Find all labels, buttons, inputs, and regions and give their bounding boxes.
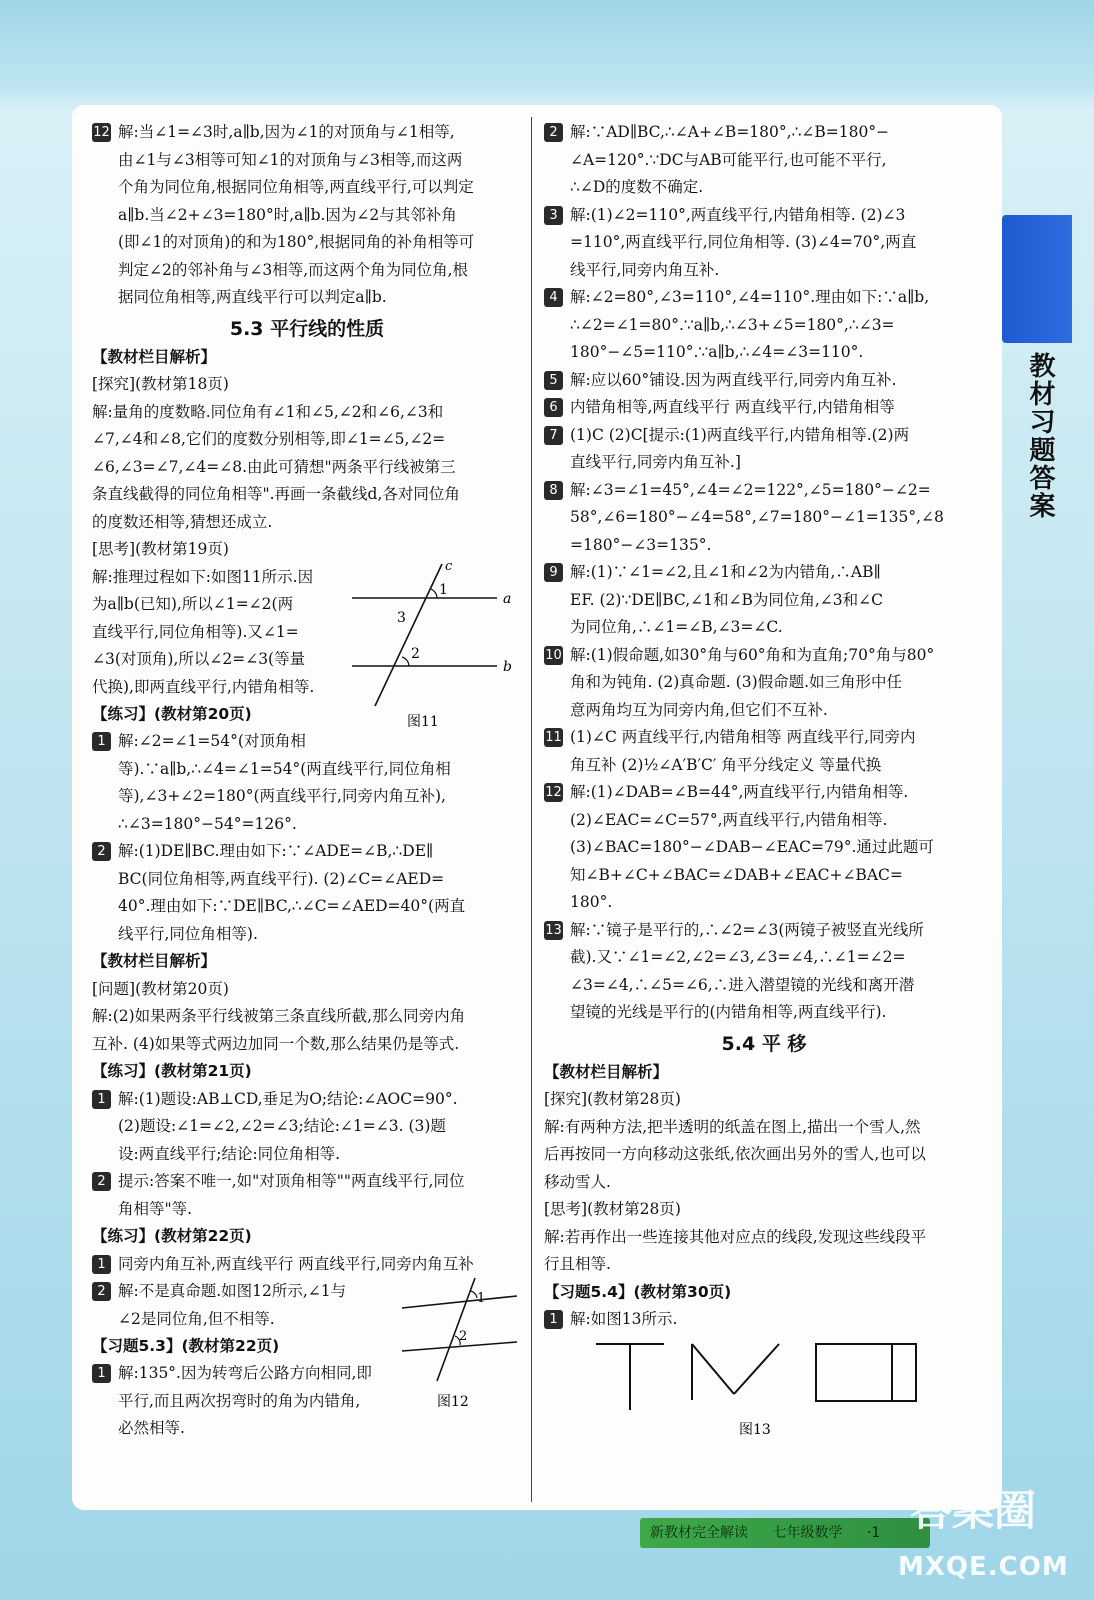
text-line: 互补. (4)如果等式两边加同一个数,那么结果仍是等式. (92, 1034, 460, 1053)
text-line: ∠7,∠4和∠8,它们的度数分别相等,即∠1=∠5,∠2= (92, 430, 446, 448)
text-line: 58°,∠6=180°−∠4=58°,∠7=180°−∠1=135°,∠8 (570, 508, 944, 526)
text-line: =180°−∠3=135°. (570, 535, 712, 554)
text-line: 解:(1)题设:AB⊥CD,垂足为O;结论:∠AOC=90°. (118, 1089, 458, 1108)
text-line: 解:应以60°铺设.因为两直线平行,同旁内角互补. (570, 370, 897, 389)
line-top (402, 1296, 517, 1308)
watermark-url: MXQE.COM (898, 1552, 1069, 1582)
footer-grade: 七年级数学 (772, 1525, 843, 1541)
answer-item (92, 119, 522, 312)
number-badge: 12 (545, 785, 562, 800)
heading: 【练习】(教材第20页) (92, 704, 252, 723)
text-line: ∴∠2=∠1=80°.∵a∥b,∴∠3+∠5=180°,∴∠3= (570, 315, 895, 334)
text-line: 等).∵a∥b,∴∠4=∠1=54°(两直线平行,同位角相 (118, 759, 451, 778)
subheading: [思考](教材第28页) (544, 1200, 681, 1218)
text-line: =110°,两直线平行,同位角相等. (3)∠4=70°,两直 (570, 233, 917, 251)
number-badge: 5 (544, 371, 563, 390)
subheading: [思考](教材第19页) (92, 540, 229, 558)
text-line: 解:推理过程如下:如图11所示.因 (92, 567, 314, 586)
answer-item (544, 1306, 984, 1334)
heading: 【教材栏目解析】 (92, 347, 217, 366)
text-line: 设:两直线平行;结论:同位角相等. (118, 1144, 341, 1163)
number-badge: 4 (544, 288, 563, 307)
text-line: 知∠B+∠C+∠BAC=∠DAB+∠EAC+∠BAC= (570, 865, 903, 884)
angle-1: 1 (439, 581, 448, 598)
angle-3: 3 (397, 609, 406, 626)
number-badge: 2 (544, 123, 563, 142)
number-badge: 1 (92, 1090, 111, 1109)
angle-1: 1 (477, 1291, 486, 1306)
text-line: (2)题设:∠1=∠2,∠2=∠3;结论:∠1=∠3. (3)题 (118, 1117, 446, 1135)
m-diag2 (734, 1344, 779, 1394)
angle-2: 2 (411, 645, 420, 662)
paragraph (544, 1224, 984, 1279)
text-line: 解:量角的度数略.同位角有∠1和∠5,∠2和∠6,∠3和 (92, 402, 444, 421)
text-line: 后再按同一方向移动这张纸,依次画出另外的雪人,也可以 (544, 1145, 926, 1163)
text-line: 40°.理由如下:∵DE∥BC,∴∠C=∠AED=40°(两直 (118, 897, 466, 915)
text-line: 同旁内角互补,两直线平行 两直线平行,同旁内角互补 (118, 1254, 474, 1273)
heading: 【教材栏目解析】 (92, 952, 217, 970)
text-line: 180°. (570, 893, 613, 911)
label-c: c (445, 558, 453, 574)
number-badge: 8 (544, 481, 563, 500)
answer-item (544, 202, 984, 285)
text-line: 的度数还相等,猜想还成立. (92, 512, 273, 531)
number-badge: 7 (544, 426, 563, 445)
number-badge: 2 (92, 1172, 111, 1191)
text-line: 等),∠3+∠2=180°(两直线平行,同旁内角互补), (118, 787, 446, 805)
text-line: 提示:答案不唯一,如"对顶角相等""两直线平行,同位 (118, 1172, 465, 1190)
text-line: (2)∠EAC=∠C=57°,两直线平行,内错角相等. (570, 810, 888, 829)
text-line: 解:有两种方法,把半透明的纸盖在图上,描出一个雪人,然 (544, 1117, 921, 1136)
text-line: 为同位角,∴∠1=∠B,∠3=∠C. (570, 618, 783, 636)
left-column (92, 105, 522, 1443)
text-line: 解:∵镜子是平行的,∴∠2=∠3(两镜子被竖直光线所 (570, 920, 924, 939)
heading: 【习题5.4】(教材第30页) (544, 1282, 732, 1301)
number-badge: 12 (93, 125, 110, 140)
text-line: 解:(1)∵∠1=∠2,且∠1和∠2为内错角,∴AB∥ (570, 563, 881, 581)
line-c (375, 564, 442, 706)
footer-bar (640, 1518, 930, 1548)
text-line: 线平行,同位角相等). (118, 924, 258, 943)
figure-12-block (92, 1278, 522, 1443)
text-line: 解:135°.因为转弯后公路方向相同,即 (118, 1364, 372, 1382)
figure-caption: 图11 (407, 713, 439, 730)
side-tab-label: 教材习题答案 (1025, 352, 1055, 520)
subheading: [探究](教材第18页) (92, 375, 229, 393)
figure-12 (397, 1276, 522, 1426)
rect-box (816, 1344, 916, 1401)
paragraph (544, 1114, 984, 1197)
answer-item (92, 1278, 403, 1333)
number-badge: 10 (545, 647, 562, 663)
answer-item (544, 367, 984, 395)
text-line: (1)∠C 两直线平行,内错角相等 两直线平行,同旁内 (570, 728, 916, 746)
text-line: 解:∵AD∥BC,∴∠A+∠B=180°,∴∠B=180°− (570, 123, 890, 141)
text-line: 个角为同位角,根据同位角相等,两直线平行,可以判定 (118, 178, 474, 196)
text-line: ∠6,∠3=∠7,∠4=∠8.由此可猜想"两条平行线被第三 (92, 457, 456, 476)
text-line: 解:(1)假命题,如30°角与60°角和为直角;70°角与80° (570, 645, 935, 664)
text-line: EF. (2)∵DE∥BC,∠1和∠B为同位角,∠3和∠C (570, 590, 883, 609)
text-line: 解:不是真命题.如图12所示,∠1与 (118, 1282, 347, 1300)
side-tab (1002, 215, 1072, 343)
answer-item (92, 838, 522, 948)
answer-item (544, 559, 984, 642)
answer-item (92, 1086, 522, 1169)
page (72, 105, 1002, 1510)
text-line: (1)C (2)C[提示:(1)两直线平行,内错角相等.(2)两 (570, 425, 910, 444)
number-badge: 1 (544, 1310, 563, 1329)
text-line: 由∠1与∠3相等可知∠1的对顶角与∠3相等,而这两 (118, 150, 463, 169)
text-line: 解:(1)∠DAB=∠B=44°,两直线平行,内错角相等. (570, 783, 909, 801)
text-line: 解:∠3=∠1=45°,∠4=∠2=122°,∠5=180°−∠2= (570, 480, 931, 499)
column-divider (531, 117, 532, 1502)
number-badge: 9 (544, 563, 563, 582)
answer-item (544, 477, 984, 560)
text-line: (即∠1的对顶角)的和为180°,根据同角的补角相等可 (118, 233, 475, 251)
text-line: 解:(2)如果两条平行线被第三条直线所截,那么同旁内角 (92, 1007, 466, 1025)
paragraph (92, 399, 522, 537)
text-line: 内错角相等,两直线平行 两直线平行,内错角相等 (570, 398, 895, 416)
figure-13 (544, 1334, 984, 1444)
text-line: 解:∠2=80°,∠3=110°,∠4=110°.理由如下:∵a∥b, (570, 288, 930, 306)
answer-item (544, 284, 984, 367)
number-badge: 11 (545, 730, 562, 745)
subheading: [问题](教材第20页) (92, 979, 229, 998)
paragraph (92, 1003, 522, 1058)
answer-item (544, 119, 984, 202)
text-line: 角互补 (2)½∠A′B′C′ 角平分线定义 等量代换 (570, 755, 882, 774)
angle-2: 2 (459, 1329, 468, 1344)
text-line: 平行,而且两次拐弯时的角为内错角, (118, 1391, 361, 1410)
number-badge: 1 (92, 1255, 111, 1274)
text-line: 移动雪人. (544, 1172, 611, 1191)
answer-item (544, 724, 984, 779)
text-line: ∠A=120°.∵DC与AB可能平行,也可能不平行, (570, 150, 887, 169)
answer-item (92, 1360, 418, 1443)
text-line: 必然相等. (118, 1419, 185, 1437)
answer-item (544, 917, 984, 1027)
text-line: 解:∠2=∠1=54°(对顶角相 (118, 732, 306, 750)
text-line: 解:若再作出一些连接其他对应点的线段,发现这些线段平 (544, 1227, 927, 1246)
text-line: 解:如图13所示. (570, 1310, 678, 1328)
text-line: 据同位角相等,两直线平行可以判定a∥b. (118, 288, 387, 306)
answer-item (92, 1251, 522, 1279)
number-badge: 6 (544, 398, 563, 417)
text-line: ∠3(对顶角),所以∠2=∠3(等量 (92, 650, 306, 668)
text-line: 条直线截得的同位角相等".再画一条截线d,各对同位角 (92, 485, 460, 503)
text-line: ∴∠D的度数不确定. (570, 178, 704, 196)
figure-caption: 图13 (739, 1421, 771, 1438)
text-line: 解:(1)∠2=110°,两直线平行,内错角相等. (2)∠3 (570, 205, 906, 224)
watermark-logo: 答案圈 (910, 1486, 1037, 1535)
figure-11 (347, 556, 517, 736)
answer-item (92, 728, 522, 838)
text-line: 线平行,同旁内角互补. (570, 260, 720, 279)
text-line: 判定∠2的邻补角与∠3相等,而这两个角为同位角,根 (118, 260, 469, 279)
text-line: 角和为钝角. (2)真命题. (3)假命题.如三角形中任 (570, 673, 903, 691)
label-b: b (503, 658, 512, 675)
right-column (544, 105, 984, 1453)
number-badge: 2 (92, 842, 111, 861)
text-line: ∠2是同位角,但不相等. (118, 1309, 275, 1328)
answer-item (544, 779, 984, 917)
text-line: 直线平行,同旁内角互补.] (570, 453, 741, 471)
text-line: 意两角均互为同旁内角,但它们不互补. (570, 700, 828, 719)
text-line: 解:(1)DE∥BC.理由如下:∵∠ADE=∠B,∴DE∥ (118, 842, 434, 860)
subheading: [探究](教材第28页) (544, 1090, 681, 1108)
heading: 【教材栏目解析】 (544, 1062, 669, 1081)
number-badge: 3 (544, 206, 563, 225)
footer-page: ·1 (866, 1525, 881, 1541)
text-line: a∥b.当∠2+∠3=180°时,a∥b.因为∠2与其邻补角 (118, 205, 457, 224)
section-title: 5.4 平 移 (721, 1032, 807, 1055)
number-badge: 13 (545, 922, 562, 938)
m-diag1 (692, 1344, 734, 1394)
item-text (118, 119, 522, 312)
number-badge: 1 (92, 732, 111, 751)
figure-caption: 图12 (437, 1394, 469, 1410)
text-line: 解:当∠1=∠3时,a∥b,因为∠1的对顶角与∠1相等, (118, 123, 455, 141)
answer-item (544, 642, 984, 725)
text-line: 望镜的光线是平行的(内错角相等,两直线平行). (570, 1003, 887, 1021)
text-line: ∴∠3=180°−54°=126°. (118, 814, 297, 833)
label-a: a (503, 590, 512, 607)
answer-item (544, 394, 984, 422)
text-line: (3)∠BAC=180°−∠DAB−∠EAC=79°.通过此题可 (570, 838, 934, 856)
answer-item (92, 1168, 522, 1223)
paragraph (92, 564, 350, 702)
transversal (437, 1278, 475, 1381)
section-title: 5.3 平行线的性质 (229, 317, 385, 340)
text-line: BC(同位角相等,两直线平行). (2)∠C=∠AED= (118, 869, 445, 888)
heading: 【习题5.3】(教材第22页) (92, 1337, 280, 1355)
text-line: 截).又∵∠1=∠2,∠2=∠3,∠3=∠4,∴∠1=∠2= (570, 948, 906, 966)
answer-item (544, 422, 984, 477)
number-badge: 2 (92, 1282, 111, 1301)
text-line: 为a∥b(已知),所以∠1=∠2(两 (92, 595, 294, 613)
footer-brand: 新教材完全解读 (650, 1525, 748, 1541)
number-badge: 1 (92, 1364, 111, 1383)
heading: 【练习】(教材第22页) (92, 1227, 252, 1245)
text-line: 直线平行,同位角相等).又∠1= (92, 622, 299, 641)
text-line: 行且相等. (544, 1255, 611, 1273)
heading: 【练习】(教材第21页) (92, 1062, 252, 1080)
text-line: 角相等"等. (118, 1199, 193, 1218)
text-line: 180°−∠5=110°.∵a∥b,∴∠4=∠3=110°. (570, 343, 864, 361)
text-line: 代换),即两直线平行,内错角相等. (92, 677, 315, 696)
text-line: ∠3=∠4,∴∠5=∠6,∴进入潜望镜的光线和离开潜 (570, 975, 915, 994)
